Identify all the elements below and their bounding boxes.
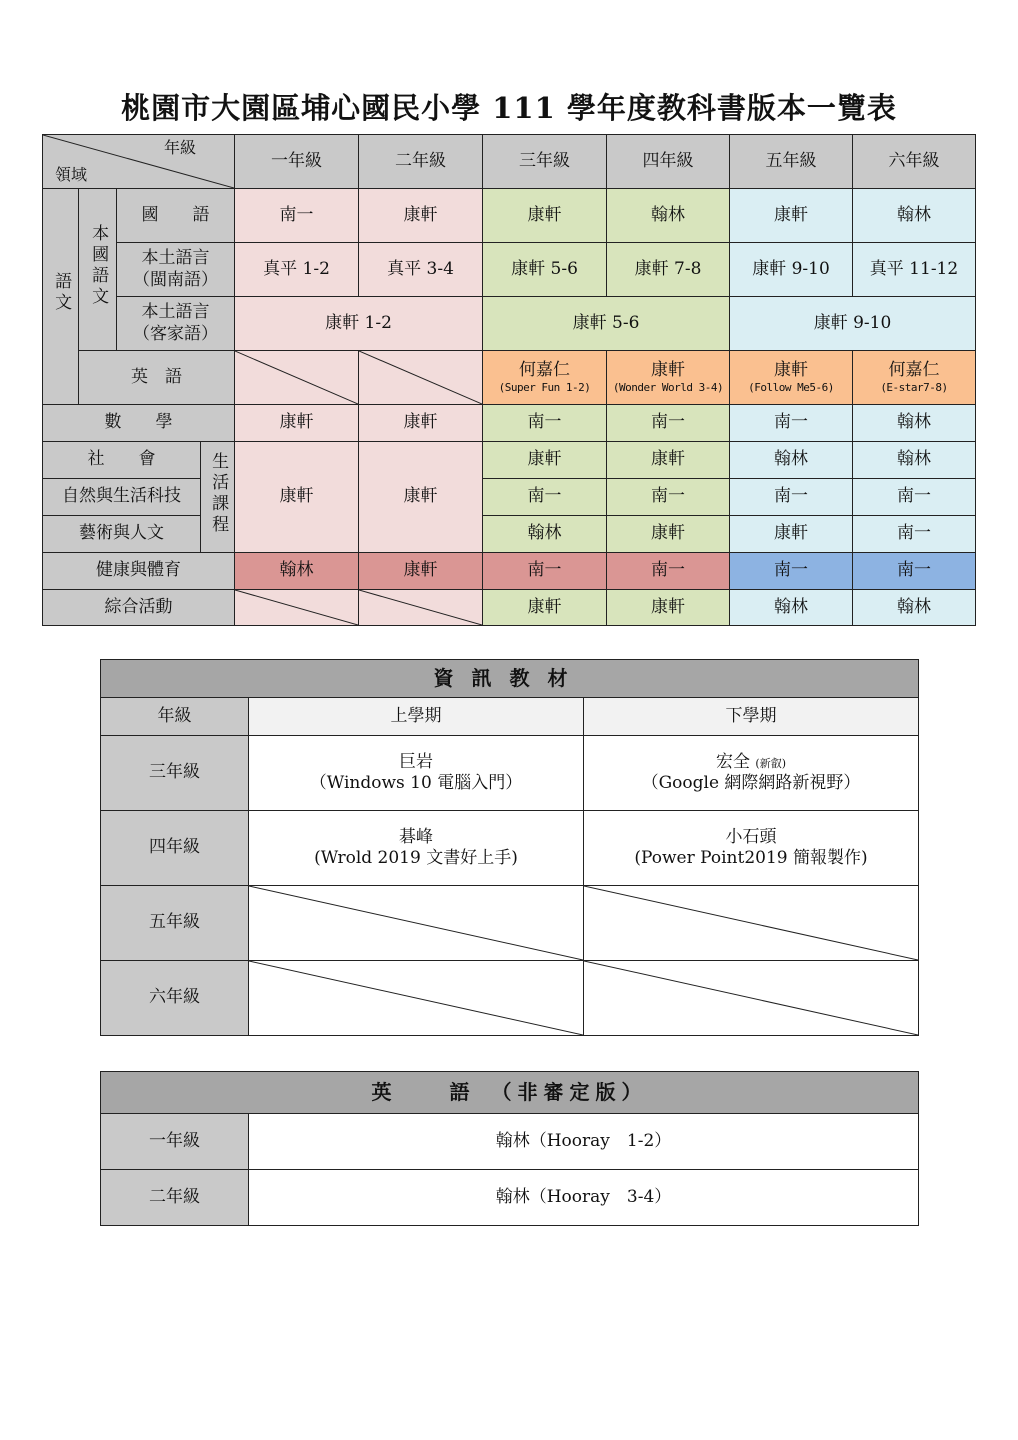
social-label: 社 會	[43, 442, 201, 479]
social-cell: 康軒	[483, 442, 607, 479]
it-materials-table	[100, 659, 919, 1036]
grade-header: 二年級	[359, 135, 483, 189]
mandarin-cell: 康軒	[730, 189, 853, 243]
english-nonapproved-table	[100, 1071, 919, 1226]
minnan-label: 本土語言 （閩南語）	[117, 243, 235, 297]
empty-cell	[249, 961, 584, 1036]
language-domain-label: 語文	[43, 189, 79, 405]
health-cell: 康軒	[359, 553, 483, 590]
it-grade-label: 四年級	[101, 811, 249, 886]
arts-label: 藝術與人文	[43, 516, 201, 553]
minnan-cell: 真平 1-2	[235, 243, 359, 297]
integrated-cell: 翰林	[853, 590, 976, 626]
empty-cell	[235, 351, 359, 405]
eng-grade-label: 一年級	[101, 1114, 249, 1170]
grade-header: 四年級	[607, 135, 730, 189]
eng-grade-label: 二年級	[101, 1170, 249, 1226]
grade-header: 三年級	[483, 135, 607, 189]
science-cell: 南一	[483, 479, 607, 516]
mandarin-cell: 南一	[235, 189, 359, 243]
integrated-cell: 康軒	[483, 590, 607, 626]
minnan-cell: 康軒 7-8	[607, 243, 730, 297]
page-title: 桃園市大園區埔心國民小學 111 學年度教科書版本一覽表	[121, 91, 897, 125]
integrated-cell: 康軒	[607, 590, 730, 626]
science-cell: 南一	[730, 479, 853, 516]
life-course-cell: 康軒	[235, 442, 359, 553]
health-cell: 南一	[483, 553, 607, 590]
arts-cell: 康軒	[607, 516, 730, 553]
health-cell: 南一	[730, 553, 853, 590]
minnan-cell: 真平 11-12	[853, 243, 976, 297]
it-col-grade: 年級	[101, 698, 249, 736]
science-cell: 南一	[853, 479, 976, 516]
empty-cell	[359, 351, 483, 405]
life-course-label: 生活課程	[201, 442, 235, 553]
corner-grade-label: 年級	[163, 138, 196, 157]
english-label: 英 語	[79, 351, 235, 405]
eng-section-title: 英 語 （非審定版）	[101, 1072, 919, 1114]
it-first-cell: 巨岩 （Windows 10 電腦入門）	[249, 736, 584, 811]
mandarin-cell: 康軒	[359, 189, 483, 243]
english-cell: 何嘉仁 (Super Fun 1-2)	[483, 351, 607, 405]
life-course-cell: 康軒	[359, 442, 483, 553]
math-cell: 康軒	[235, 405, 359, 442]
arts-cell: 康軒	[730, 516, 853, 553]
eng-value-cell: 翰林（Hooray 3-4）	[249, 1170, 919, 1226]
health-label: 健康與體育	[43, 553, 235, 590]
social-cell: 康軒	[607, 442, 730, 479]
header-corner	[43, 135, 235, 189]
it-col-second-semester: 下學期	[584, 698, 919, 736]
health-cell: 南一	[607, 553, 730, 590]
english-cell: 何嘉仁 (E-star7-8)	[853, 351, 976, 405]
mandarin-cell: 翰林	[607, 189, 730, 243]
social-cell: 翰林	[853, 442, 976, 479]
corner-domain-label: 領域	[55, 165, 88, 184]
it-second-cell: 小石頭 (Power Point2019 簡報製作)	[584, 811, 919, 886]
hakka-cell: 康軒 9-10	[730, 297, 976, 351]
health-cell: 翰林	[235, 553, 359, 590]
grade-header: 五年級	[730, 135, 853, 189]
hakka-cell: 康軒 1-2	[235, 297, 483, 351]
english-cell: 康軒 (Wonder World 3-4)	[607, 351, 730, 405]
mandarin-cell: 翰林	[853, 189, 976, 243]
mandarin-label: 國 語	[117, 189, 235, 243]
math-label: 數 學	[43, 405, 235, 442]
minnan-cell: 真平 3-4	[359, 243, 483, 297]
empty-cell	[359, 590, 483, 626]
textbook-table	[42, 134, 976, 626]
social-cell: 翰林	[730, 442, 853, 479]
hakka-label: 本土語言 （客家語）	[117, 297, 235, 351]
science-cell: 南一	[607, 479, 730, 516]
english-cell: 康軒 (Follow Me5-6)	[730, 351, 853, 405]
math-cell: 南一	[483, 405, 607, 442]
math-cell: 南一	[607, 405, 730, 442]
arts-cell: 南一	[853, 516, 976, 553]
math-cell: 翰林	[853, 405, 976, 442]
empty-cell	[584, 961, 919, 1036]
minnan-cell: 康軒 5-6	[483, 243, 607, 297]
native-language-label: 本國語文	[79, 189, 117, 351]
math-cell: 南一	[730, 405, 853, 442]
empty-cell	[584, 886, 919, 961]
minnan-cell: 康軒 9-10	[730, 243, 853, 297]
hakka-cell: 康軒 5-6	[483, 297, 730, 351]
empty-cell	[249, 886, 584, 961]
it-first-cell: 碁峰 (Wrold 2019 文書好上手)	[249, 811, 584, 886]
it-col-first-semester: 上學期	[249, 698, 584, 736]
empty-cell	[235, 590, 359, 626]
it-section-title: 資訊教材	[101, 660, 919, 698]
it-grade-label: 三年級	[101, 736, 249, 811]
health-cell: 南一	[853, 553, 976, 590]
math-cell: 康軒	[359, 405, 483, 442]
grade-header: 一年級	[235, 135, 359, 189]
grade-header: 六年級	[853, 135, 976, 189]
mandarin-cell: 康軒	[483, 189, 607, 243]
integrated-cell: 翰林	[730, 590, 853, 626]
arts-cell: 翰林	[483, 516, 607, 553]
integrated-label: 綜合活動	[43, 590, 235, 626]
eng-value-cell: 翰林（Hooray 1-2）	[249, 1114, 919, 1170]
it-grade-label: 六年級	[101, 961, 249, 1036]
it-second-cell: 宏全 (新叡) （Google 網際網路新視野）	[584, 736, 919, 811]
it-grade-label: 五年級	[101, 886, 249, 961]
science-label: 自然與生活科技	[43, 479, 201, 516]
